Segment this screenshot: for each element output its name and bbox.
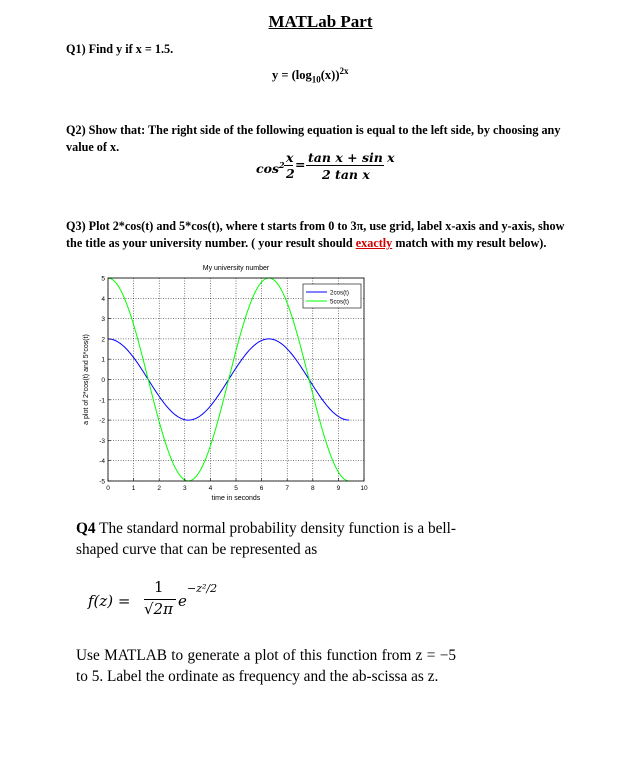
x-tick-label: 4 [208,485,213,492]
q2-line2: value of x. [66,140,120,154]
y-tick-label: -4 [99,458,105,466]
q4-formula-num: 1 [154,578,164,596]
q2-eq-two: 2 [286,166,295,181]
q3-line2: the title as your university number. ( your result should exactly match with my result below). [66,236,547,250]
legend-label: 5cos(t) [330,298,349,306]
q4-formula-den: √2π [144,600,173,618]
q2-eq-numerator: tan x + sin x [308,150,395,165]
q1-eq-mid: (x)) [320,68,340,83]
x-tick-label: 0 [106,485,110,492]
x-tick-label: 10 [360,485,368,492]
y-tick-label: 3 [101,316,105,324]
y-tick-label: 2 [101,336,105,344]
q2-eq-cos: $\cos^2$ [256,160,285,177]
q2-line1: Q2) Show that: The right side of the following equation is equal to the left side, by choosing any [66,123,561,137]
q2-eq-x: x [286,150,294,165]
x-tick-label: 8 [310,485,315,492]
q4-formula-exp: −z²/2 [187,582,218,595]
q4-body: Use MATLAB to generate a plot of this function from z = −5 to 5. Label the ordinate as frequency and the ab-scissa as z. [76,647,456,685]
legend-label: 2cos(t) [330,289,349,297]
x-tick-label: 1 [131,485,136,492]
y-tick-label: -2 [99,417,105,425]
y-tick-label: 0 [101,377,105,384]
q4-formula-e: e [178,592,187,610]
q4-formula [88,578,288,626]
y-tick-label: 5 [101,275,105,283]
x-tick-label: 5 [234,485,238,492]
q4-label: Q4 [76,520,96,537]
q4-formula-fz: f(z) = [88,592,131,610]
x-tick-label: 3 [182,485,187,492]
x-axis-label: time in seconds [211,495,261,502]
x-tick-label: 2 [157,485,162,492]
q1-text: Q1) Find y if x = 1.5. [66,42,174,56]
y-tick-label: -1 [99,397,105,405]
y-tick-label: 4 [101,295,105,303]
q1-eq-sup: 2x [339,66,349,76]
y-axis-label: a plot of 2*cos(t) and 5*cos(t) [83,334,90,425]
q2-eq-denominator: 2 tan x [322,167,370,182]
chart-title: My university number [202,265,270,272]
q4-intro [76,518,456,560]
q4-intro-text: The standard normal probability density function is a bell-shaped curve that can be represented as [76,520,456,558]
x-tick-label: 9 [336,485,341,492]
page-title: MATLab Part [268,12,373,31]
y-tick-label: -3 [99,437,105,445]
q1-eq-sub: 10 [311,74,321,85]
x-tick-label: 6 [259,485,264,492]
x-tick-label: 7 [285,485,290,492]
q1-eq-lhs: y = (log [272,68,312,83]
q3-exactly: exactly [355,236,393,250]
y-tick-label: 1 [101,356,105,364]
q3-line1: Q3) Plot 2*cos(t) and 5*cos(t), where t starts from 0 to 3π, use grid, label x-axis and y-axis, show [66,219,565,233]
y-tick-label: -5 [99,478,105,486]
q2-eq-equals: = [295,157,306,172]
